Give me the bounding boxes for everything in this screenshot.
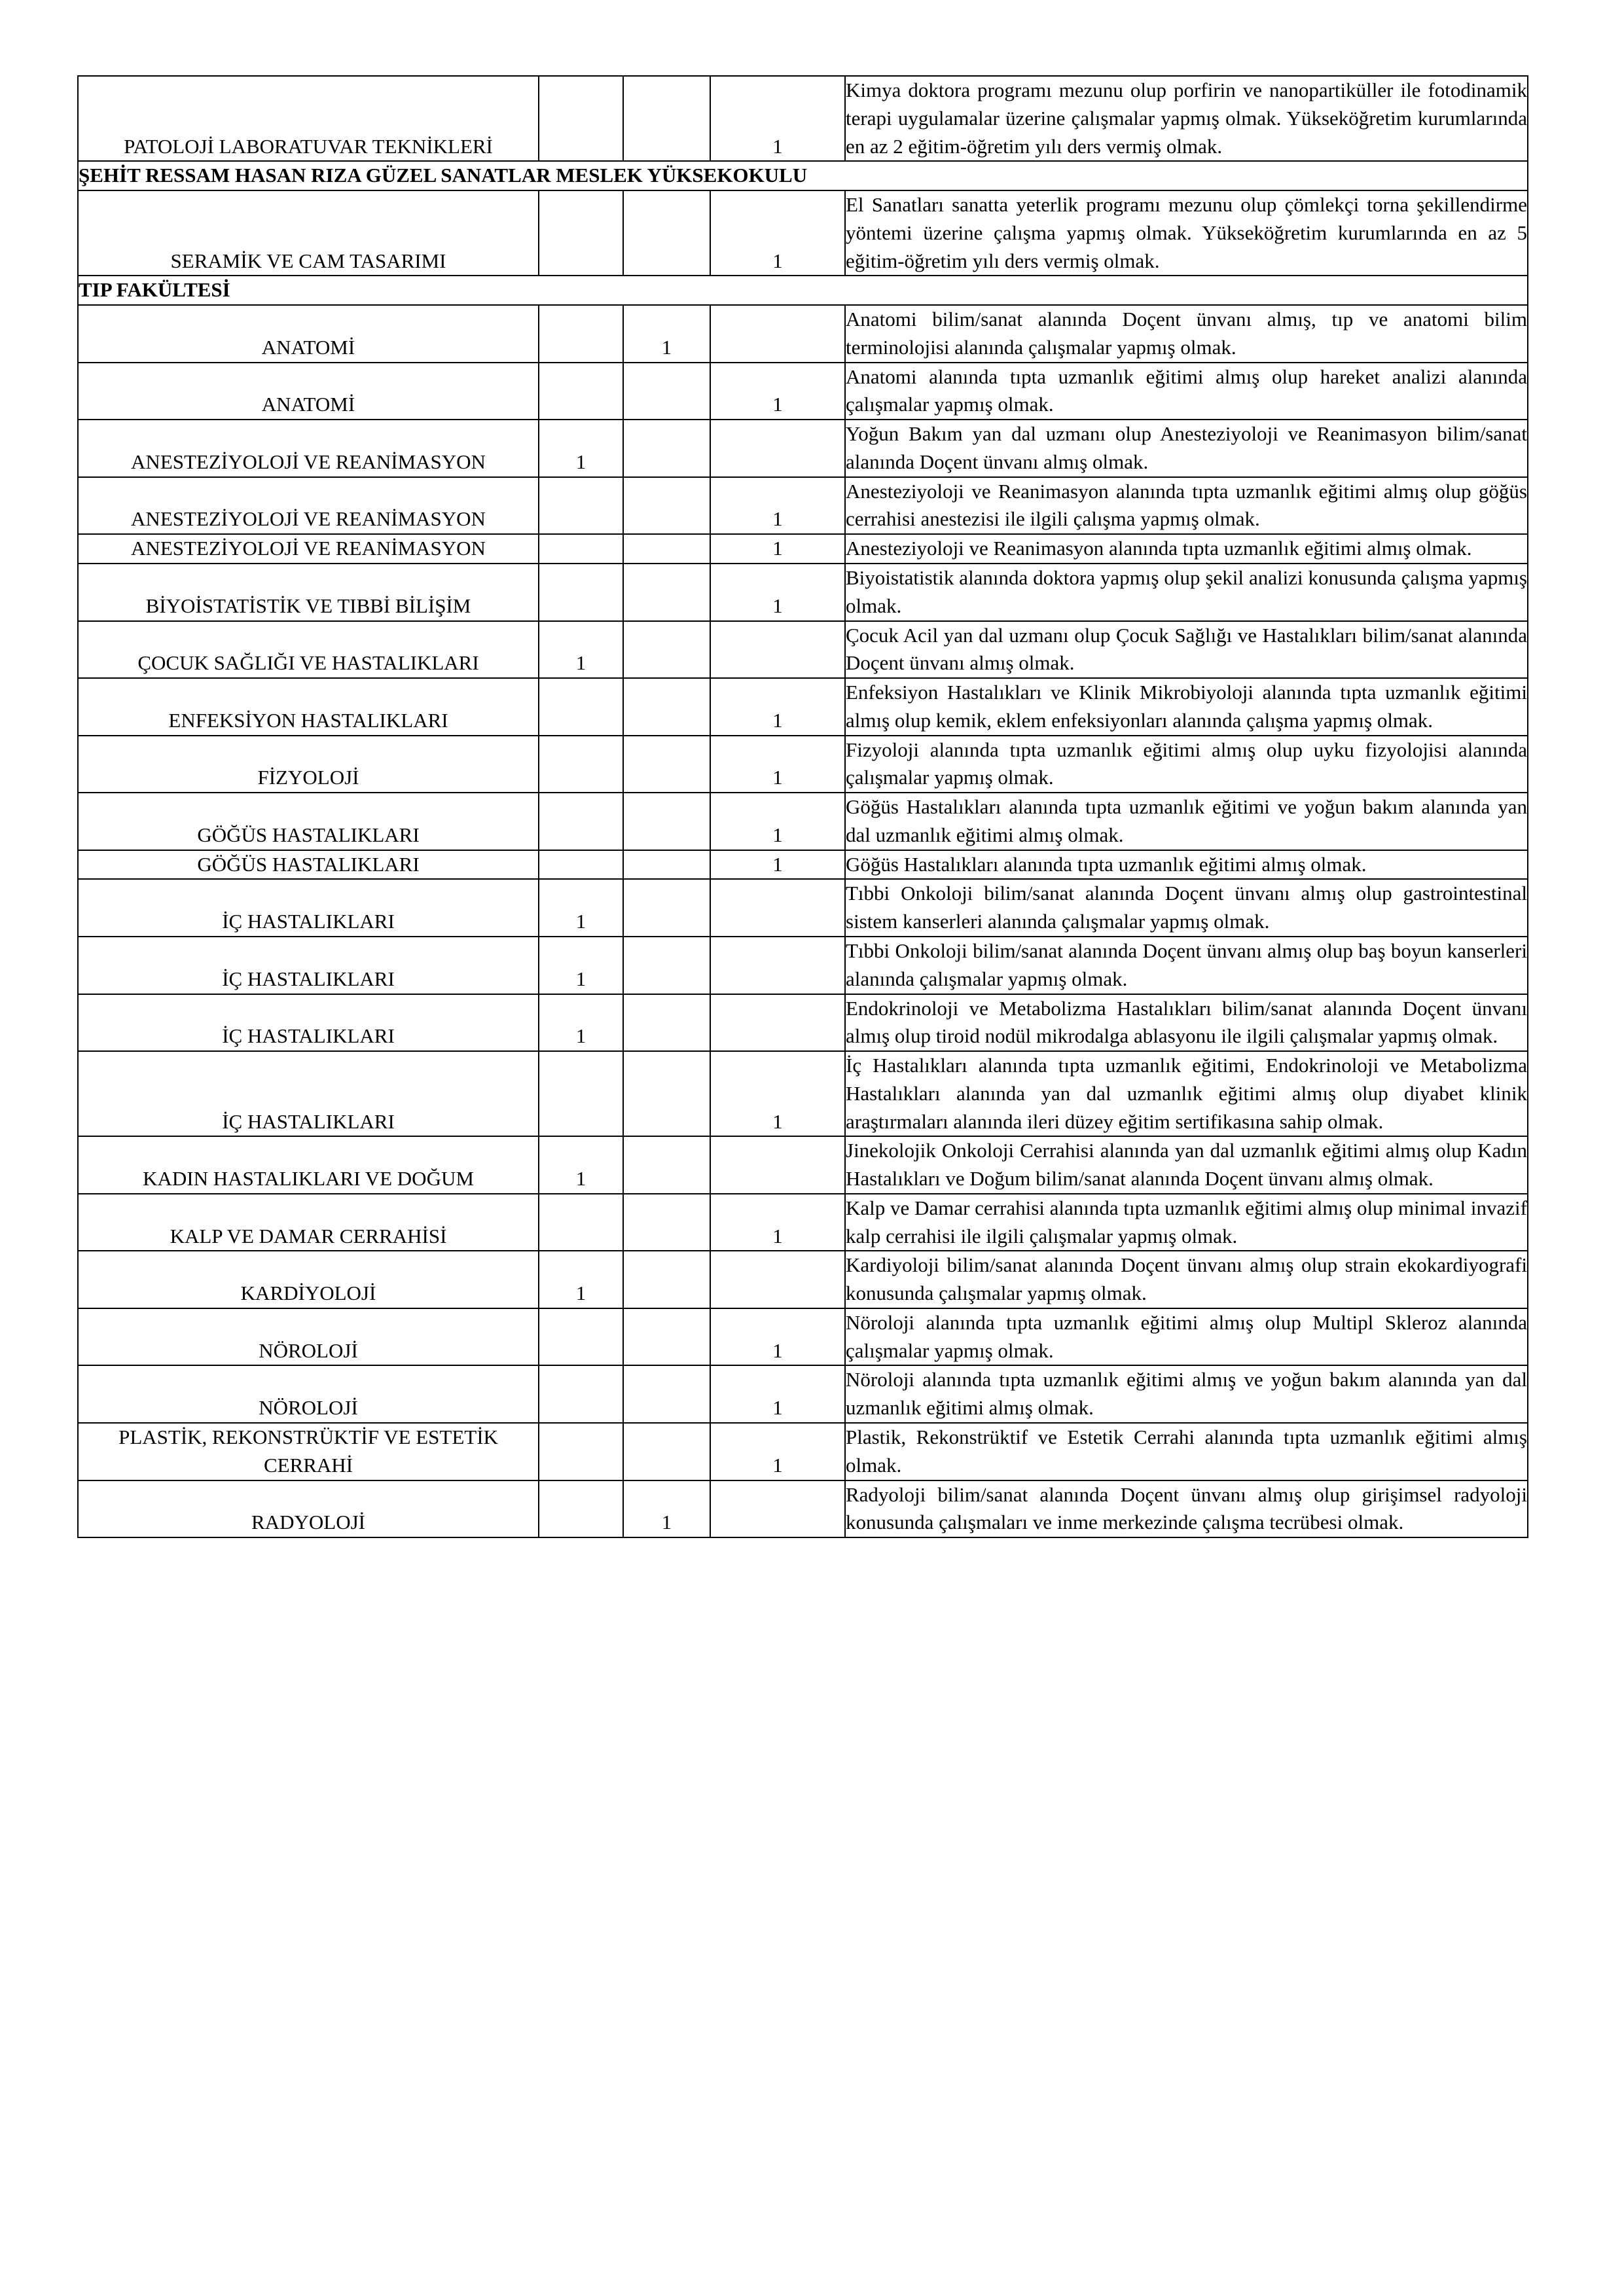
cell-count-a <box>539 793 623 850</box>
cell-requirement-description: Anatomi alanında tıpta uzmanlık eğitimi almış olup hareket analizi alanında çalışmalar yapmış olmak. <box>845 363 1528 420</box>
cell-requirement-description: Fizyoloji alanında tıpta uzmanlık eğitimi almış olup uyku fizyolojisi alanında çalışmalar yapmış olmak. <box>845 736 1528 793</box>
cell-unit-name: ENFEKSİYON HASTALIKLARI <box>78 678 539 736</box>
cell-requirement-description: Kardiyoloji bilim/sanat alanında Doçent ünvanı almış olup strain ekokardiyografi konusunda çalışmalar yapmış olmak. <box>845 1251 1528 1308</box>
cell-unit-name: BİYOİSTATİSTİK VE TIBBİ BİLİŞİM <box>78 564 539 621</box>
cell-count-c: 1 <box>710 477 845 535</box>
cell-count-b <box>623 477 710 535</box>
cell-count-b <box>623 678 710 736</box>
cell-count-b <box>623 564 710 621</box>
table-row <box>78 1423 1528 1480</box>
cell-unit-name: PATOLOJİ LABORATUVAR TEKNİKLERİ <box>78 76 539 161</box>
cell-requirement-description: Nöroloji alanında tıpta uzmanlık eğitimi almış olup Multipl Skleroz alanında çalışmalar yapmış olmak. <box>845 1308 1528 1366</box>
cell-unit-name: FİZYOLOJİ <box>78 736 539 793</box>
cell-count-b <box>623 994 710 1052</box>
cell-count-c <box>710 994 845 1052</box>
cell-count-c: 1 <box>710 678 845 736</box>
cell-count-c <box>710 621 845 679</box>
table-row <box>78 937 1528 994</box>
cell-requirement-description: Enfeksiyon Hastalıkları ve Klinik Mikrobiyoloji alanında tıpta uzmanlık eğitimi almış olup kemik, eklem enfeksiyonları alanında çalışma yapmış olmak. <box>845 678 1528 736</box>
cell-requirement-description: Göğüs Hastalıkları alanında tıpta uzmanlık eğitimi almış olmak. <box>845 850 1528 880</box>
cell-requirement-description: Kimya doktora programı mezunu olup porfirin ve nanopartiküller ile fotodinamik terapi uygulamalar üzerine çalışmalar yapmış olmak. Yükseköğretim kurumlarında en az 2 eğitim-öğretim yılı ders vermiş olmak. <box>845 76 1528 161</box>
cell-count-c <box>710 1480 845 1538</box>
cell-requirement-description: Endokrinoloji ve Metabolizma Hastalıkları bilim/sanat alanında Doçent ünvanı almış olup tiroid nodül mikrodalga ablasyonu ile ilgili çalışmalar yapmış olmak. <box>845 994 1528 1052</box>
cell-count-a <box>539 1423 623 1480</box>
cell-count-c: 1 <box>710 564 845 621</box>
table-row <box>78 1051 1528 1136</box>
table-row <box>78 793 1528 850</box>
cell-count-b <box>623 1423 710 1480</box>
cell-count-a <box>539 534 623 564</box>
cell-count-b <box>623 76 710 161</box>
cell-count-b <box>623 1136 710 1194</box>
table-row <box>78 1365 1528 1423</box>
cell-count-b <box>623 1365 710 1423</box>
cell-requirement-description: Çocuk Acil yan dal uzmanı olup Çocuk Sağlığı ve Hastalıkları bilim/sanat alanında Doçent ünvanı almış olmak. <box>845 621 1528 679</box>
cell-count-b <box>623 1308 710 1366</box>
cell-unit-name: ANATOMİ <box>78 363 539 420</box>
cell-requirement-description: Nöroloji alanında tıpta uzmanlık eğitimi almış ve yoğun bakım alanında yan dal uzmanlık eğitimi almış olmak. <box>845 1365 1528 1423</box>
cell-unit-name: RADYOLOJİ <box>78 1480 539 1538</box>
cell-count-a <box>539 736 623 793</box>
cell-count-b <box>623 190 710 276</box>
cell-count-a <box>539 678 623 736</box>
cell-count-b <box>623 420 710 477</box>
cell-count-a: 1 <box>539 879 623 937</box>
cell-count-a: 1 <box>539 1136 623 1194</box>
cell-count-a <box>539 850 623 880</box>
cell-count-c <box>710 305 845 363</box>
cell-count-c <box>710 1251 845 1308</box>
cell-count-b <box>623 736 710 793</box>
cell-requirement-description: Tıbbi Onkoloji bilim/sanat alanında Doçent ünvanı almış olup baş boyun kanserleri alanında çalışmalar yapmış olmak. <box>845 937 1528 994</box>
cell-unit-name: ÇOCUK SAĞLIĞI VE HASTALIKLARI <box>78 621 539 679</box>
cell-unit-name: KADIN HASTALIKLARI VE DOĞUM <box>78 1136 539 1194</box>
cell-requirement-description: Radyoloji bilim/sanat alanında Doçent ünvanı almış olup girişimsel radyoloji konusunda çalışmaları ve inme merkezinde çalışma tecrübesi olmak. <box>845 1480 1528 1538</box>
cell-count-a <box>539 564 623 621</box>
cell-requirement-description: Yoğun Bakım yan dal uzmanı olup Anesteziyoloji ve Reanimasyon bilim/sanat alanında Doçent ünvanı almış olmak. <box>845 420 1528 477</box>
cell-requirement-description: Tıbbi Onkoloji bilim/sanat alanında Doçent ünvanı almış olup gastrointestinal sistem kanserleri alanında çalışmalar yapmış olmak. <box>845 879 1528 937</box>
cell-unit-name: ANESTEZİYOLOJİ VE REANİMASYON <box>78 534 539 564</box>
cell-count-a <box>539 477 623 535</box>
cell-count-c: 1 <box>710 1051 845 1136</box>
table-row <box>78 420 1528 477</box>
cell-requirement-description: Anesteziyoloji ve Reanimasyon alanında tıpta uzmanlık eğitimi almış olmak. <box>845 534 1528 564</box>
cell-count-a: 1 <box>539 420 623 477</box>
cell-count-a <box>539 1365 623 1423</box>
cell-requirement-description: Jinekolojik Onkoloji Cerrahisi alanında yan dal uzmanlık eğitimi almış olup Kadın Hastalıkları ve Doğum bilim/sanat alanında Doçent ünvanı almış olmak. <box>845 1136 1528 1194</box>
table-body <box>78 76 1528 1537</box>
group-header-title: TIP FAKÜLTESİ <box>78 276 1528 305</box>
cell-count-a <box>539 1051 623 1136</box>
cell-count-c: 1 <box>710 736 845 793</box>
cell-count-b <box>623 1194 710 1251</box>
table-row <box>78 850 1528 880</box>
cell-count-c <box>710 420 845 477</box>
cell-requirement-description: Göğüs Hastalıkları alanında tıpta uzmanlık eğitimi ve yoğun bakım alanında yan dal uzmanlık eğitimi almış olmak. <box>845 793 1528 850</box>
cell-count-b <box>623 621 710 679</box>
cell-count-c <box>710 879 845 937</box>
cell-count-c: 1 <box>710 1194 845 1251</box>
table-row <box>78 564 1528 621</box>
table-row <box>78 678 1528 736</box>
table-group-header-row <box>78 161 1528 190</box>
cell-count-c: 1 <box>710 1365 845 1423</box>
cell-count-a: 1 <box>539 621 623 679</box>
table-row <box>78 305 1528 363</box>
positions-table <box>77 75 1528 1538</box>
cell-unit-name: ANESTEZİYOLOJİ VE REANİMASYON <box>78 420 539 477</box>
cell-requirement-description: Anatomi bilim/sanat alanında Doçent ünvanı almış, tıp ve anatomi bilim terminolojisi alanında çalışmalar yapmış olmak. <box>845 305 1528 363</box>
cell-count-a <box>539 363 623 420</box>
cell-unit-name: GÖĞÜS HASTALIKLARI <box>78 793 539 850</box>
cell-count-a <box>539 76 623 161</box>
table-row <box>78 879 1528 937</box>
table-row <box>78 621 1528 679</box>
cell-unit-name: NÖROLOJİ <box>78 1365 539 1423</box>
table-row <box>78 994 1528 1052</box>
table-row <box>78 190 1528 276</box>
cell-requirement-description: Kalp ve Damar cerrahisi alanında tıpta uzmanlık eğitimi almış olup minimal invazif kalp cerrahisi ile ilgili çalışmalar yapmış olmak. <box>845 1194 1528 1251</box>
cell-unit-name: GÖĞÜS HASTALIKLARI <box>78 850 539 880</box>
cell-count-a <box>539 1308 623 1366</box>
cell-count-c: 1 <box>710 793 845 850</box>
cell-count-b <box>623 879 710 937</box>
cell-unit-name: KALP VE DAMAR CERRAHİSİ <box>78 1194 539 1251</box>
cell-count-a <box>539 190 623 276</box>
table-row <box>78 1480 1528 1538</box>
cell-unit-name: İÇ HASTALIKLARI <box>78 937 539 994</box>
cell-count-a: 1 <box>539 1251 623 1308</box>
cell-count-a: 1 <box>539 994 623 1052</box>
table-row <box>78 534 1528 564</box>
cell-count-a <box>539 305 623 363</box>
cell-count-a <box>539 1480 623 1538</box>
cell-requirement-description: El Sanatları sanatta yeterlik programı mezunu olup çömlekçi torna şekillendirme yöntemi üzerine çalışma yapmış olmak. Yükseköğretim kurumlarında en az 5 eğitim-öğretim yılı ders vermiş olmak. <box>845 190 1528 276</box>
table-row <box>78 363 1528 420</box>
cell-count-b <box>623 534 710 564</box>
cell-count-c <box>710 1136 845 1194</box>
table-row <box>78 1251 1528 1308</box>
table-row <box>78 477 1528 535</box>
cell-count-a: 1 <box>539 937 623 994</box>
cell-unit-name: ANESTEZİYOLOJİ VE REANİMASYON <box>78 477 539 535</box>
cell-count-b <box>623 850 710 880</box>
cell-count-b <box>623 937 710 994</box>
cell-count-c: 1 <box>710 850 845 880</box>
cell-count-c: 1 <box>710 534 845 564</box>
cell-count-c: 1 <box>710 76 845 161</box>
cell-count-b <box>623 1051 710 1136</box>
cell-count-b: 1 <box>623 305 710 363</box>
cell-count-b <box>623 793 710 850</box>
cell-unit-name: İÇ HASTALIKLARI <box>78 1051 539 1136</box>
table-row <box>78 736 1528 793</box>
cell-requirement-description: Plastik, Rekonstrüktif ve Estetik Cerrahi alanında tıpta uzmanlık eğitimi almış olmak. <box>845 1423 1528 1480</box>
table-row <box>78 1308 1528 1366</box>
cell-requirement-description: Biyoistatistik alanında doktora yapmış olup şekil analizi konusunda çalışma yapmış olmak. <box>845 564 1528 621</box>
cell-requirement-description: Anesteziyoloji ve Reanimasyon alanında tıpta uzmanlık eğitimi almış olup göğüs cerrahisi anestezisi ile ilgili çalışma yapmış olmak. <box>845 477 1528 535</box>
cell-count-b <box>623 363 710 420</box>
table-row <box>78 76 1528 161</box>
cell-count-c: 1 <box>710 1423 845 1480</box>
cell-requirement-description: İç Hastalıkları alanında tıpta uzmanlık eğitimi, Endokrinoloji ve Metabolizma Hastalıkları alanında yan dal uzmanlık eğitimi almış olup diyabet klinik araştırmaları alanında ileri düzey eğitim sertifikasına sahip olmak. <box>845 1051 1528 1136</box>
group-header-title: ŞEHİT RESSAM HASAN RIZA GÜZEL SANATLAR MESLEK YÜKSEKOKULU <box>78 161 1528 190</box>
table-row <box>78 1136 1528 1194</box>
cell-count-b: 1 <box>623 1480 710 1538</box>
cell-count-c: 1 <box>710 1308 845 1366</box>
cell-count-c <box>710 937 845 994</box>
table-group-header-row <box>78 276 1528 305</box>
cell-unit-name: ANATOMİ <box>78 305 539 363</box>
cell-unit-name: PLASTİK, REKONSTRÜKTİF VE ESTETİK CERRAHİ <box>78 1423 539 1480</box>
table-row <box>78 1194 1528 1251</box>
cell-unit-name: İÇ HASTALIKLARI <box>78 879 539 937</box>
cell-count-a <box>539 1194 623 1251</box>
cell-unit-name: NÖROLOJİ <box>78 1308 539 1366</box>
cell-unit-name: SERAMİK VE CAM TASARIMI <box>78 190 539 276</box>
cell-count-c: 1 <box>710 190 845 276</box>
cell-count-b <box>623 1251 710 1308</box>
cell-count-c: 1 <box>710 363 845 420</box>
cell-unit-name: İÇ HASTALIKLARI <box>78 994 539 1052</box>
cell-unit-name: KARDİYOLOJİ <box>78 1251 539 1308</box>
